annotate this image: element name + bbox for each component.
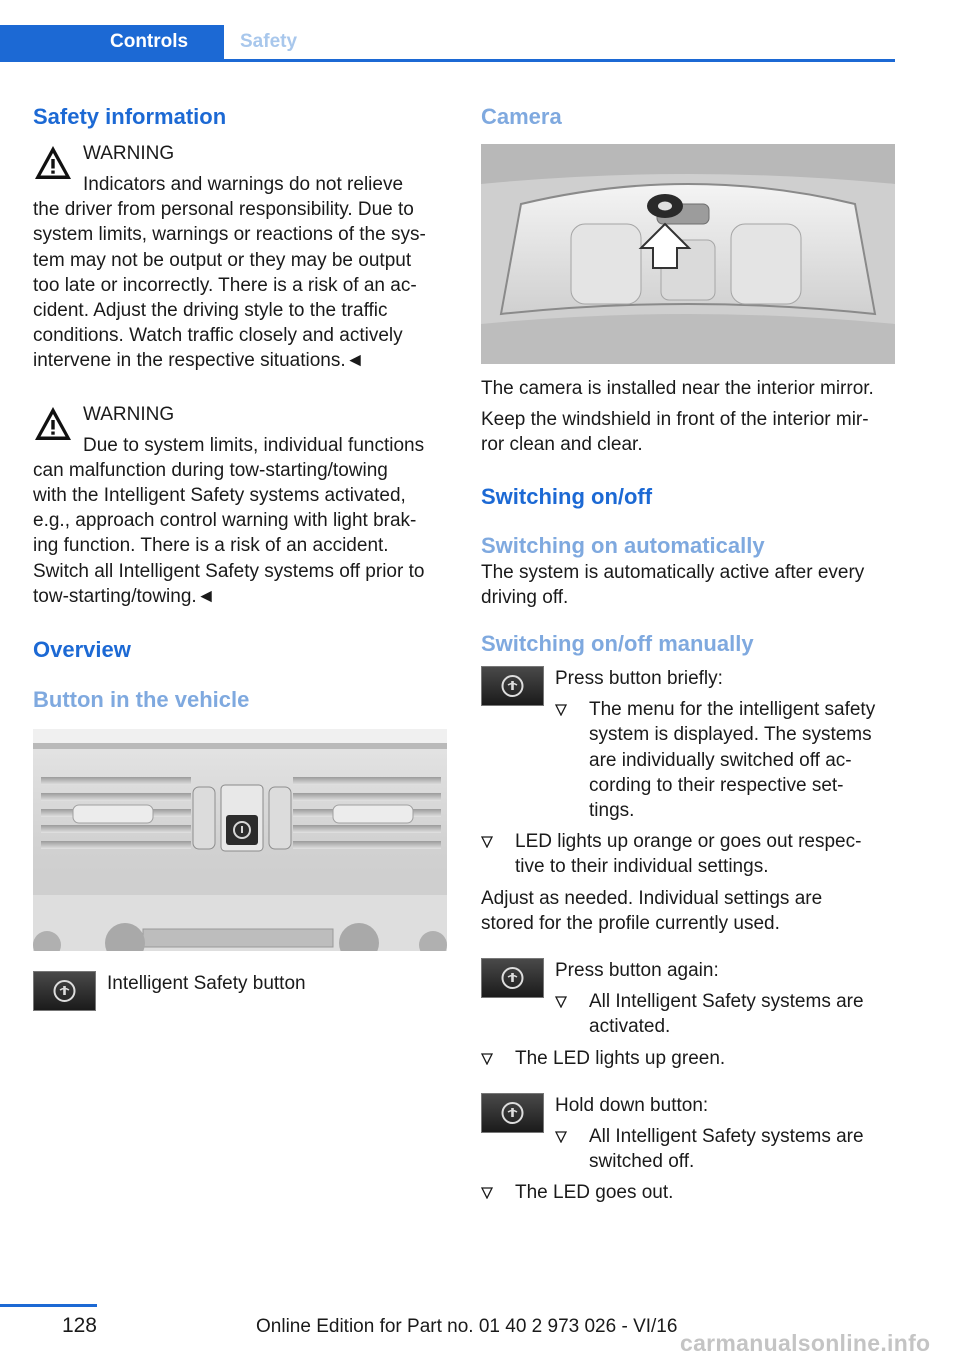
watermark: carmanualsonline.info [680,1330,931,1356]
text-line: cording to their respective set- [589,774,844,796]
warning-line: ing function. There is a risk of an accident. [33,535,389,557]
intelligent-safety-button-icon [481,958,544,998]
text-line: stored for the profile currently used. [481,912,780,934]
bullet-triangle-icon [555,996,567,1008]
switching-on-off-heading: Switching on/off [481,483,653,509]
warning-line: tow-starting/towing.◄ [33,585,216,607]
text-line: Keep the windshield in front of the interior mir- [481,409,869,431]
text-line: The menu for the intelligent safety [589,699,876,721]
warning-line: conditions. Watch traffic closely and actively [33,325,403,347]
warning-line: e.g., approach control warning with light brak- [33,510,417,532]
warning-line: tem may not be output or they may be output [33,249,412,271]
warning-label: WARNING [83,403,175,425]
text-line: All Intelligent Safety systems are [589,991,864,1013]
text-line: Adjust as needed. Individual settings are [481,887,823,909]
warning-line: the driver from personal responsibility. Due to [33,199,414,221]
hold-down-label: Hold down button: [555,1094,709,1116]
button-in-vehicle-heading: Button in the vehicle [33,687,250,713]
intelligent-safety-button-row [33,971,447,1015]
camera-heading: Camera [481,104,562,129]
left-column [33,100,447,1015]
bullet-triangle-icon [481,1053,493,1065]
text-line: tings. [589,800,635,822]
adjust-text [481,886,895,936]
camera-keep-clean-text [481,407,895,457]
press-again-label: Press button again: [555,960,719,982]
warning-line: system limits, warnings or reactions of the sys- [33,224,426,246]
text-line: driving off. [481,586,569,608]
warning-line: with the Intelligent Safety systems activated, [33,485,406,507]
text-line: The LED goes out. [515,1182,674,1204]
warning-line: intervene in the respective situations.◄ [33,350,365,372]
warning-label: WARNING [83,143,175,164]
bullet-triangle-icon [555,704,567,716]
warning-triangle-icon [33,404,73,444]
edition-text: Online Edition for Part no. 01 40 2 973 026 - VI/16 [256,1316,678,1337]
text-line: system is displayed. The systems [589,724,872,746]
footer-rule [0,1304,97,1307]
list-item [481,829,895,879]
text-line: are individually switched off ac- [589,749,852,771]
list-item [555,1124,895,1174]
tab-safety[interactable]: Safety [240,31,298,52]
camera-location-text: The camera is installed near the interior mirror. [481,378,874,399]
warning-block-2 [33,401,447,609]
tab-controls[interactable]: Controls [0,25,224,59]
camera-photo [481,144,895,364]
warning-triangle-icon [33,143,73,183]
text-line: LED lights up orange or goes out respec- [515,831,862,853]
overview-heading: Overview [33,637,131,663]
bullet-triangle-icon [481,1187,493,1199]
warning-block-1 [33,140,447,374]
header-tabs [0,25,895,62]
press-briefly-block [481,666,895,823]
press-briefly-label: Press button briefly: [555,668,723,690]
right-column [481,100,895,1206]
auto-text [481,560,895,610]
list-item [481,1046,895,1071]
list-item [481,1180,895,1205]
intelligent-safety-button-icon [481,666,544,706]
text-line: The LED lights up green. [515,1047,726,1069]
header-rule [0,59,895,62]
text-line: tive to their individual settings. [515,856,769,878]
switching-on-off-manually-heading: Switching on/off manually [481,631,754,657]
safety-information-heading: Safety information [33,104,227,129]
bullet-triangle-icon [555,1131,567,1143]
hold-down-block [481,1093,895,1175]
list-item [555,697,895,823]
intelligent-safety-button-icon [481,1093,544,1133]
warning-line: Indicators and warnings do not relieve [83,174,404,195]
text-line: ror clean and clear. [481,434,643,456]
warning-line: Switch all Intelligent Safety systems off prior to [33,560,425,582]
bullet-triangle-icon [481,836,493,848]
list-item [555,989,895,1039]
warning-line: Due to system limits, individual functions [83,434,425,456]
text-line: The system is automatically active after every [481,561,865,583]
warning-line: can malfunction during tow-starting/towing [33,459,388,481]
intelligent-safety-button-icon [33,971,96,1011]
intelligent-safety-button-caption: Intelligent Safety button [107,973,306,995]
warning-line: too late or incorrectly. There is a risk of an ac- [33,274,417,296]
text-line: switched off. [589,1151,695,1173]
page-number: 128 [61,1314,97,1337]
dashboard-button-photo [33,729,447,951]
press-again-block [481,958,895,1040]
text-line: activated. [589,1016,671,1038]
warning-line: cident. Adjust the driving style to the traffic [33,300,388,322]
switching-on-automatically-heading: Switching on automatically [481,532,765,558]
text-line: All Intelligent Safety systems are [589,1126,864,1148]
